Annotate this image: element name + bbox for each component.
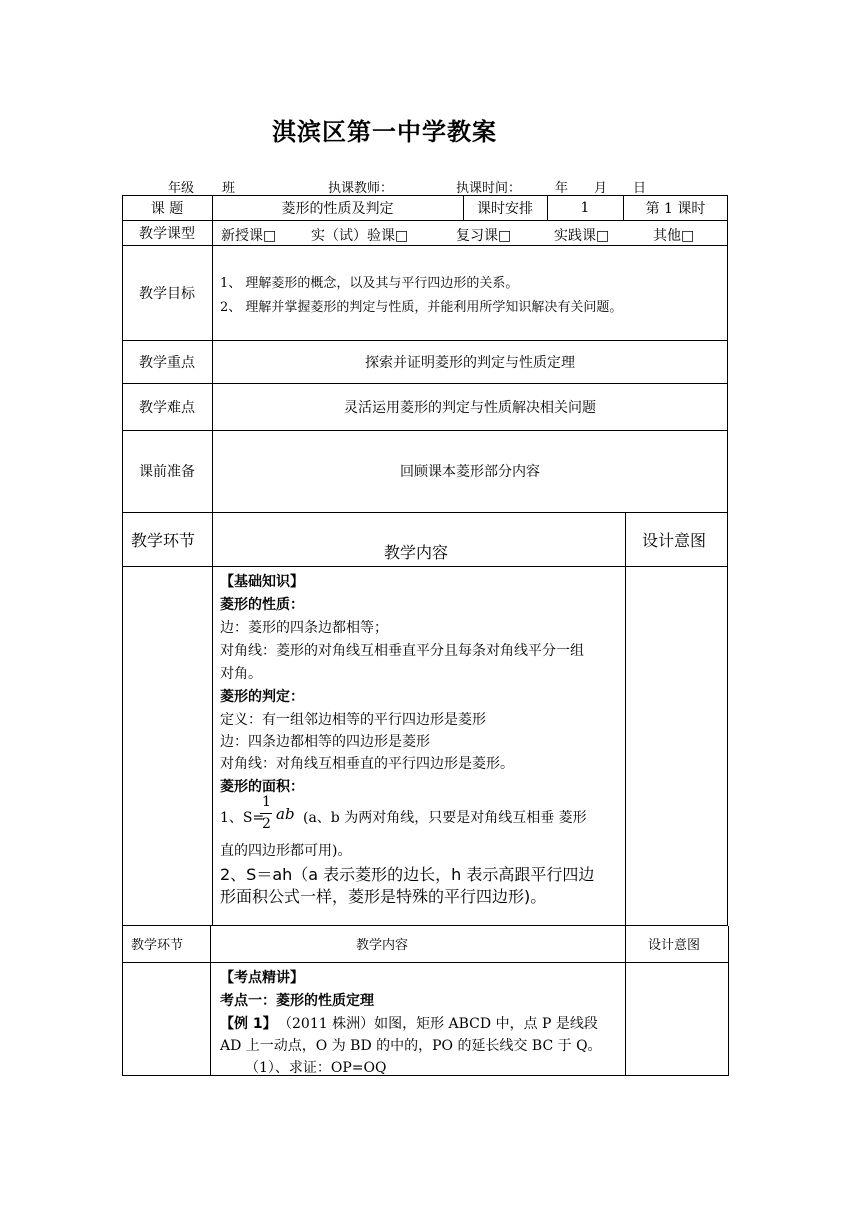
property-title: 菱形的性质： (220, 597, 304, 613)
topic-value: 菱形的性质及判定 (281, 200, 394, 217)
year-label: 年 (555, 181, 569, 196)
key-value: 探索并证明菱形的判定与性质定理 (365, 354, 575, 371)
row-divider (122, 962, 729, 963)
column-divider (728, 926, 729, 962)
property-text: 对角线：菱形的对角线互相垂直平分且每条对角线平分一组 (220, 643, 584, 659)
area-formula-text: 直的四边形都可用)。 (220, 843, 352, 859)
type-option-review: 复习课□ (456, 228, 512, 244)
column-divider (625, 926, 626, 1076)
intent-header: 设计意图 (648, 938, 701, 953)
teacher-label: 执课教师： (328, 181, 394, 196)
goal-label: 教学目标 (139, 285, 195, 302)
area-formula-text: (a、b 为两对角线，只要是对角线互相垂 菱形 (303, 810, 587, 826)
topic-label: 课 题 (150, 200, 184, 217)
area-title: 菱形的面积： (220, 779, 304, 795)
column-divider (625, 512, 626, 926)
example-text: （2011 株洲）如图，矩形 ABCD 中，点 P 是线段 (278, 1016, 598, 1032)
formula-variable: ab (276, 805, 295, 823)
judge-text: 定义：有一组邻边相等的平行四边形是菱形 (220, 712, 486, 728)
example-question: （1）、求证：OP=OQ (245, 1060, 387, 1076)
page-title: 淇滨区第一中学教案 (272, 118, 497, 146)
exam-point-title: 考点一：菱形的性质定理 (220, 993, 374, 1009)
basic-knowledge-heading: 【基础知识】 (220, 574, 304, 590)
judge-title: 菱形的判定： (220, 689, 304, 705)
goal-item: 1、 理解菱形的概念，以及其与平行四边形的关系。 (220, 276, 519, 291)
type-option-lab: 实（试）验课□ (311, 228, 409, 244)
type-label: 教学课型 (139, 225, 195, 242)
class-label: 班 (222, 181, 236, 196)
intent-header: 设计意图 (642, 531, 707, 550)
content-header: 教学内容 (384, 543, 449, 562)
area-formula-prefix: 1、S= (220, 810, 265, 826)
content-header: 教学内容 (356, 938, 409, 953)
month-label: 月 (594, 181, 608, 196)
schedule-label: 课时安排 (477, 200, 533, 217)
prep-value: 回顾课本菱形部分内容 (400, 464, 540, 480)
schedule-value: 1 (580, 199, 590, 216)
period-label: 第 1 课时 (645, 200, 706, 217)
difficulty-label: 教学难点 (139, 399, 195, 416)
stage-header: 教学环节 (131, 938, 184, 953)
key-label: 教学重点 (139, 354, 195, 371)
example-label: 【例 1】 (220, 1016, 277, 1032)
prep-label: 课前准备 (139, 464, 195, 480)
goal-item: 2、 理解并掌握菱形的判定与性质，并能利用所学知识解决有关问题。 (220, 300, 623, 315)
area-formula-2: 形面积公式一样，菱形是特殊的平行四边形)。 (220, 887, 547, 906)
day-label: 日 (633, 181, 647, 196)
column-divider (212, 195, 213, 926)
judge-text: 对角线：对角线互相垂直的平行四边形是菱形。 (220, 756, 514, 772)
grade-label: 年级 (168, 181, 195, 196)
type-option-practice: 实践课□ (554, 228, 610, 244)
column-divider (210, 926, 211, 1076)
type-option-other: 其他□ (653, 228, 695, 244)
fraction-denominator: 2 (262, 816, 271, 832)
example-text: AD 上一动点，O 为 BD 的中的，PO 的延长线交 BC 于 Q。 (220, 1038, 602, 1054)
stage-header: 教学环节 (131, 531, 196, 550)
area-formula-2: 2、S＝ah（a 表示菱形的边长，h 表示高跟平行四边 (220, 865, 595, 884)
property-text: 对角。 (220, 666, 262, 682)
type-option-new: 新授课□ (221, 228, 277, 244)
time-label: 执课时间： (456, 181, 522, 196)
exam-points-heading: 【考点精讲】 (220, 970, 304, 986)
fraction-bar (260, 813, 272, 814)
difficulty-value: 灵活运用菱形的判定与性质解决相关问题 (344, 399, 596, 416)
property-text: 边：菱形的四条边都相等； (220, 620, 388, 636)
judge-text: 边：四条边都相等的四边形是菱形 (220, 734, 430, 750)
fraction-numerator: 1 (262, 794, 271, 810)
